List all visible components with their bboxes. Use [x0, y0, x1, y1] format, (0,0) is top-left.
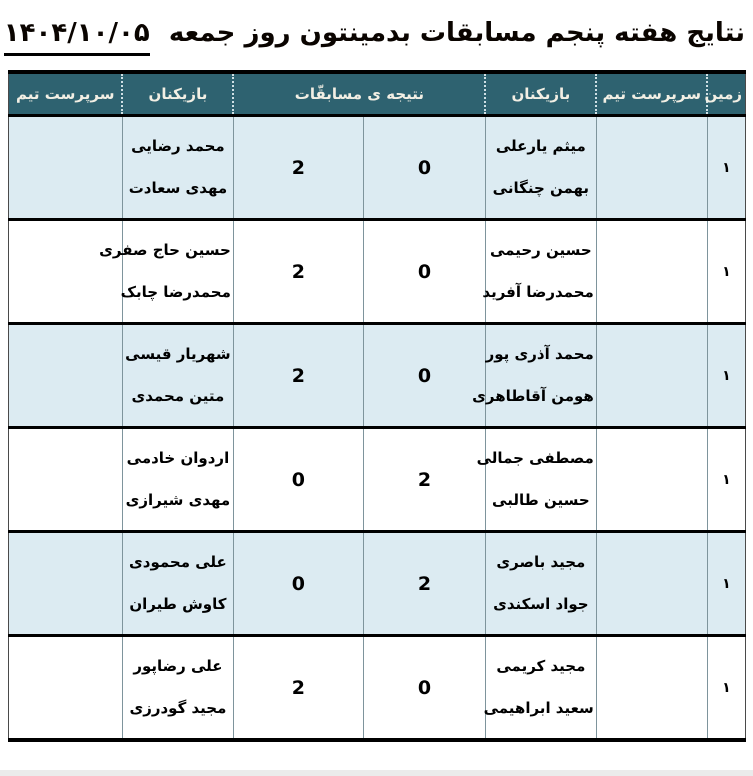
players-right-cell: [482, 220, 596, 324]
player-name: مهدی شیرازی: [125, 491, 231, 509]
player-name: هومن آقاطاهری: [472, 387, 594, 405]
title-text: نتایج هفته پنجم مسابقات بدمینتون روز جمعه: [168, 18, 745, 48]
player-name: محمد آذری پور: [485, 345, 594, 363]
score-left-cell: 2: [233, 324, 363, 428]
court-cell: ۱: [722, 575, 731, 592]
supervisor-left-cell: [9, 220, 123, 324]
supervisor-left-cell: [9, 428, 123, 532]
player-name: جواد اسکندی: [493, 595, 589, 613]
match-row: [9, 116, 746, 220]
player-name: حسین رحیمی: [490, 241, 592, 259]
court-cell: ۱: [722, 471, 731, 488]
match-row: [9, 636, 746, 741]
supervisor-right-cell: [596, 324, 707, 428]
player-name: بهمن چنگانی: [492, 179, 590, 197]
supervisor-left-cell: [9, 116, 123, 220]
score-left-cell: 2: [233, 636, 363, 741]
players-right-cell: [472, 324, 596, 428]
player-name: سعید ابراهیمی: [483, 699, 594, 717]
players-left-cell: [99, 220, 233, 324]
supervisor-right-cell: [596, 532, 707, 636]
score-right-cell: 0: [363, 324, 485, 428]
player-name: حسین طالبی: [492, 491, 590, 509]
supervisor-right-cell: [596, 636, 707, 741]
court-cell: ۱: [722, 367, 731, 384]
players-left-cell: [122, 324, 233, 428]
match-row: [9, 220, 746, 324]
player-name: محمد رضایی: [131, 137, 225, 155]
supervisor-left-cell: [9, 636, 123, 741]
supervisor-left-cell: [9, 532, 123, 636]
score-left-cell: 0: [233, 532, 363, 636]
match-row: [9, 428, 746, 532]
score-right-cell: 2: [363, 532, 485, 636]
supervisor-right-cell: [596, 428, 707, 532]
score-left-cell: 2: [233, 116, 363, 220]
score-left-cell: 0: [233, 428, 363, 532]
player-name: حسین حاج صفری: [99, 241, 231, 259]
score-right-cell: 0: [363, 636, 485, 741]
match-row: [9, 532, 746, 636]
players-right-cell: [485, 636, 596, 741]
supervisor-left-cell: [9, 324, 123, 428]
player-name: مجید گودرزی: [129, 699, 227, 717]
header-court: زمین: [707, 72, 745, 116]
supervisor-right-cell: [596, 220, 707, 324]
header-players-right: بازیکنان: [485, 72, 596, 116]
header-supervisor-right: سرپرست تیم: [596, 72, 707, 116]
results-table: [8, 70, 746, 742]
match-row: [9, 324, 746, 428]
score-left-cell: 2: [233, 220, 363, 324]
header-result: نتیجه ی مسابقّات: [233, 72, 485, 116]
players-right-cell: [485, 532, 596, 636]
player-name: مهدی سعادت: [128, 179, 228, 197]
player-name: شهریار قیسی: [125, 345, 231, 363]
title-date: ۱۴۰۴/۱۰/۰۵: [4, 18, 150, 56]
players-left-cell: [122, 636, 233, 741]
player-name: اردوان خادمی: [126, 449, 230, 467]
court-cell: ۱: [722, 263, 731, 280]
player-name: متین محمدی: [131, 387, 225, 405]
header-players-left: بازیکنان: [122, 72, 233, 116]
bottom-edge-strip: [0, 770, 753, 776]
player-name: مجید کریمی: [496, 657, 586, 675]
players-left-cell: [122, 116, 233, 220]
header-row: [9, 72, 746, 116]
page-title: [0, 0, 753, 56]
players-right-cell: [485, 116, 596, 220]
score-right-cell: 0: [363, 116, 485, 220]
player-name: علی محمودی: [129, 553, 227, 571]
player-name: کاوش طیران: [129, 595, 227, 613]
players-left-cell: [122, 428, 233, 532]
player-name: محمدرضا چابک: [120, 283, 231, 301]
player-name: علی رضاپور: [133, 657, 223, 675]
court-cell: ۱: [722, 159, 731, 176]
players-left-cell: [122, 532, 233, 636]
player-name: محمدرضا آفرید: [482, 283, 594, 301]
score-right-cell: 0: [363, 220, 485, 324]
players-right-cell: [476, 428, 596, 532]
player-name: مجید باصری: [496, 553, 586, 571]
court-cell: ۱: [722, 679, 731, 696]
player-name: میثم یارعلی: [495, 137, 586, 155]
header-supervisor-left: سرپرست تیم: [9, 72, 123, 116]
score-right-cell: 2: [363, 428, 485, 532]
player-name: مصطفی جمالی: [476, 449, 594, 467]
supervisor-right-cell: [596, 116, 707, 220]
